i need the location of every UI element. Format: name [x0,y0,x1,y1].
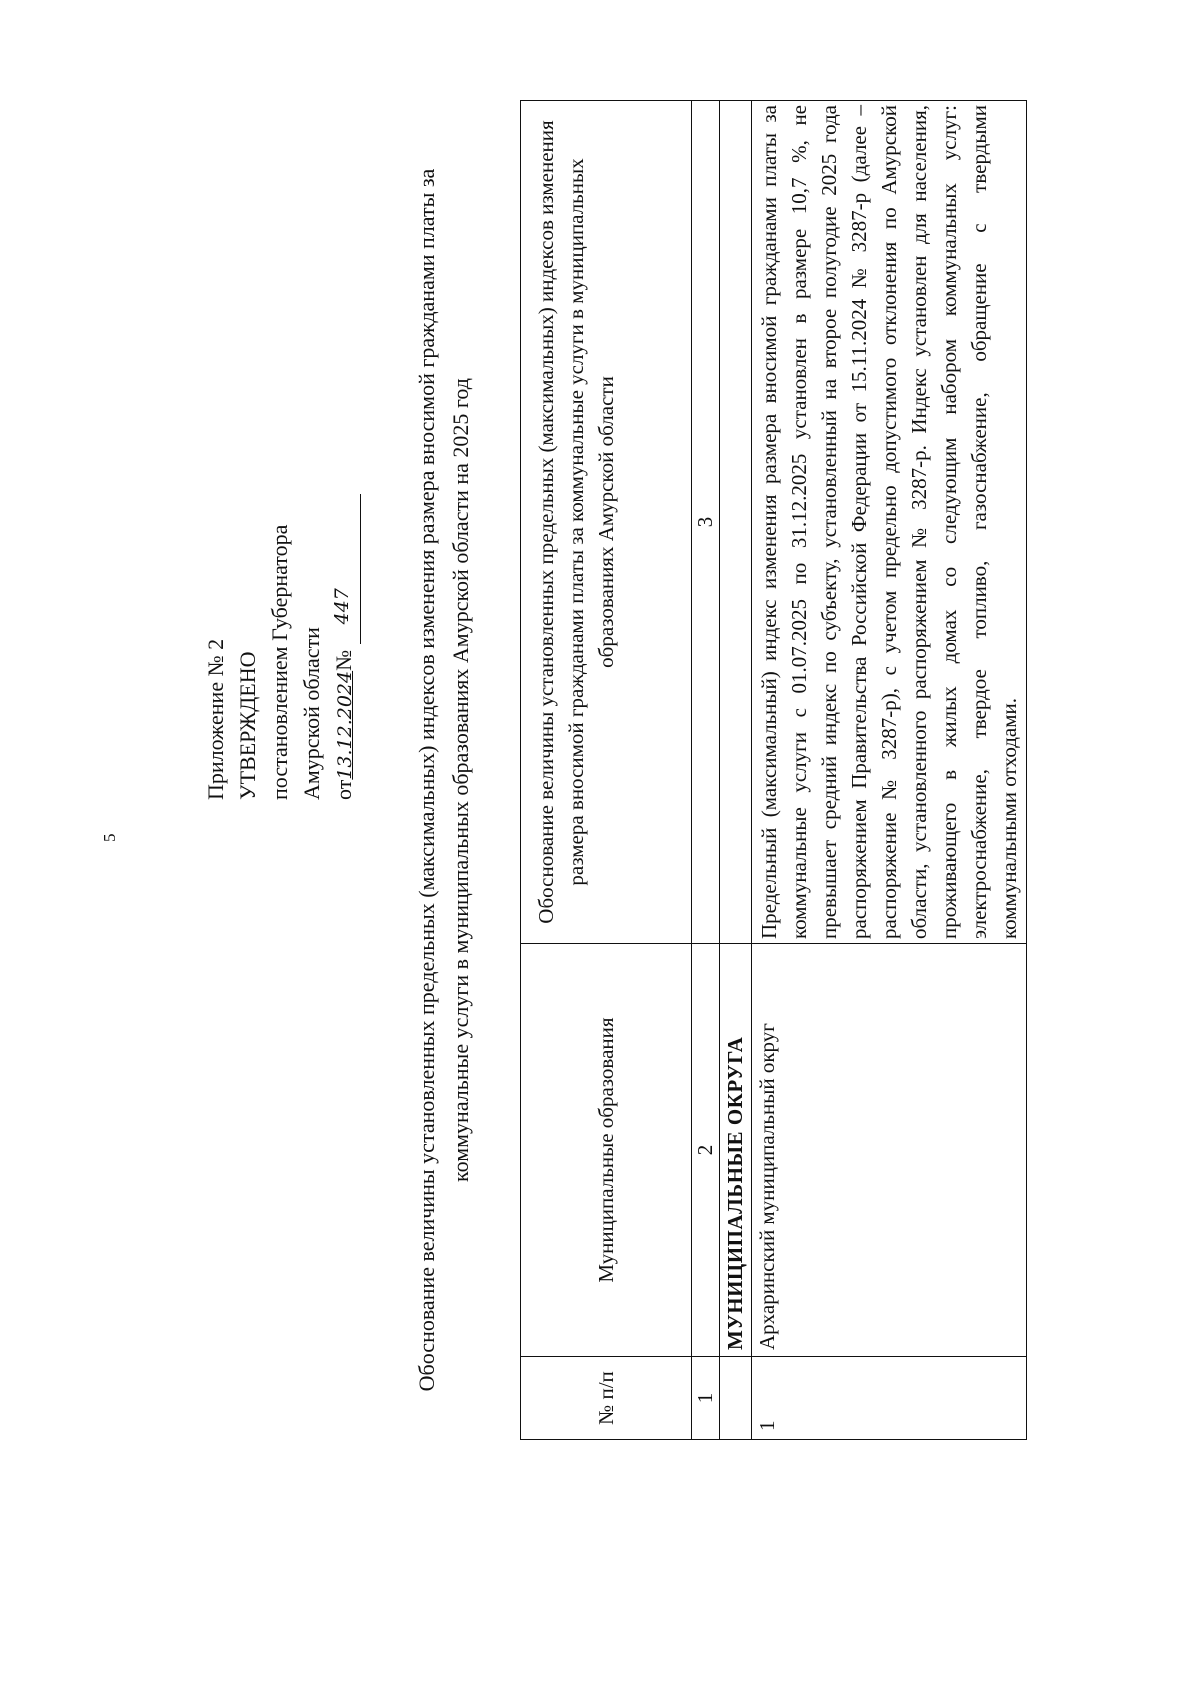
column-number-2: 2 [692,944,720,1357]
approval-date-prefix: от [331,779,356,800]
approval-decree-line: постановлением Губернатора [267,524,292,800]
rotated-page-content [0,20,1120,1660]
document-title: Обоснование величины установленных предельных (максимальных) индексов изменения размера вносимой гражданами платы за коммунальные услуги в муниципальных образованиях Амурской области на 2025 год [414,168,473,1392]
row-municipality-name: Архаринский муниципальный округ [752,944,1027,1357]
row-justification: Предельный (максимальный) индекс изменения размера вносимой гражданами платы за коммунальные услуги с 01.07.2025 по 31.12.2025 установлен в размере 10,7 %, не превышает средний индекс по субъекту, установленный на второе полугодие 2025 года распоряжением Правительства Российской Федерации от 15.11.2024 № 3287-р (далее – распоряжение № 3287-р), с учетом предельно допустимого отклонения по Амурской области, установленного распоряжением № 3287-р. Индекс установлен для населения, проживающего в жилых домах со следующим набором коммунальных услуг: электроснабжение, твердое топливо, газоснабжение, обращение с твердыми коммунальными отходами. [752,101,1027,944]
section-row [720,101,752,1440]
approval-number-blank [331,494,361,644]
approval-appendix-line: Приложение № 2 [203,638,228,800]
section-empty-cell [720,1357,752,1440]
approval-region-line: Амурской области [299,627,324,800]
section-empty-cell [720,101,752,944]
header-number: № п/п [521,1357,692,1440]
approval-date-handwritten: 13.12.2024 [334,670,356,780]
column-number-3: 3 [692,101,720,944]
row-number: 1 [752,1357,1027,1440]
table-header-row [521,101,692,1440]
column-number-row [692,101,720,1440]
approval-number-handwritten: 447 [331,588,353,625]
approval-stamp [200,420,361,800]
approval-approved-line: УТВЕРЖДЕНО [235,651,260,800]
approval-number-label: № [331,649,356,671]
table-row [752,101,1027,1440]
column-number-1: 1 [692,1357,720,1440]
header-justification: Обоснование величины установленных предельных (максимальных) индексов изменения размера вносимой гражданами платы за коммунальные услуги в муниципальных образованиях Амурской области [521,101,692,944]
header-municipalities: Муниципальные образования [521,944,692,1357]
page-number: 5 [100,833,119,842]
approval-date-line [328,420,361,800]
section-title: МУНИЦИПАЛЬНЫЕ ОКРУГА [720,944,752,1357]
justification-table [520,100,1027,1440]
